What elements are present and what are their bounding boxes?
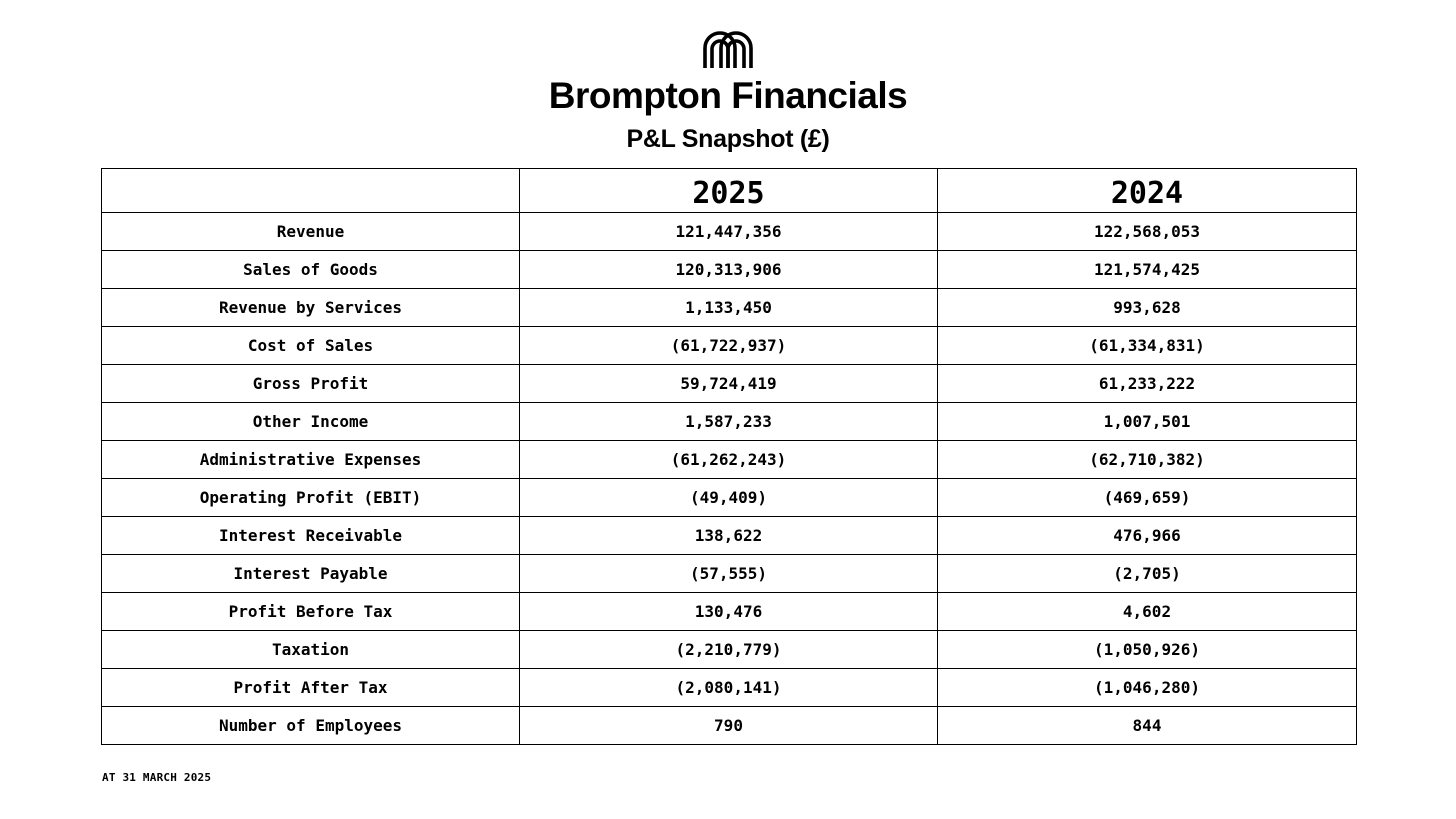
value-2025: 790 (520, 707, 938, 745)
value-2025: 138,622 (520, 517, 938, 555)
table-row (102, 441, 1357, 479)
company-name: Brompton Financials (548, 75, 908, 116)
table-row (102, 669, 1357, 707)
value-2024: (62,710,382) (938, 441, 1357, 479)
column-header-2024: 2024 (938, 169, 1357, 213)
row-label: Profit After Tax (102, 669, 520, 707)
row-label: Gross Profit (102, 365, 520, 403)
row-label: Revenue by Services (102, 289, 520, 327)
as-at-date-note: AT 31 MARCH 2025 (102, 771, 212, 784)
row-label: Revenue (102, 213, 520, 251)
value-2025: (2,210,779) (520, 631, 938, 669)
table-row (102, 555, 1357, 593)
value-2024: 61,233,222 (938, 365, 1357, 403)
value-2025: 120,313,906 (520, 251, 938, 289)
value-2024: (61,334,831) (938, 327, 1357, 365)
table-row (102, 327, 1357, 365)
value-2024: (1,046,280) (938, 669, 1357, 707)
value-2025: (2,080,141) (520, 669, 938, 707)
table-row (102, 631, 1357, 669)
value-2025: 130,476 (520, 593, 938, 631)
pl-table (101, 168, 1357, 745)
value-2025: (57,555) (520, 555, 938, 593)
value-2024: (2,705) (938, 555, 1357, 593)
value-2025: 59,724,419 (520, 365, 938, 403)
table-row (102, 289, 1357, 327)
value-2024: 993,628 (938, 289, 1357, 327)
value-2024: 122,568,053 (938, 213, 1357, 251)
table-header-row (102, 169, 1357, 213)
column-header-2025: 2025 (520, 169, 938, 213)
row-label: Sales of Goods (102, 251, 520, 289)
column-header-label (102, 169, 520, 213)
value-2025: (61,262,243) (520, 441, 938, 479)
row-label: Interest Receivable (102, 517, 520, 555)
table-row (102, 403, 1357, 441)
value-2025: 1,133,450 (520, 289, 938, 327)
report-subtitle: P&L Snapshot (£) (626, 125, 830, 153)
value-2024: (1,050,926) (938, 631, 1357, 669)
row-label: Other Income (102, 403, 520, 441)
row-label: Operating Profit (EBIT) (102, 479, 520, 517)
brompton-logo-icon (702, 30, 754, 68)
value-2025: (61,722,937) (520, 327, 938, 365)
row-label: Profit Before Tax (102, 593, 520, 631)
table-row (102, 365, 1357, 403)
row-label: Cost of Sales (102, 327, 520, 365)
row-label: Number of Employees (102, 707, 520, 745)
table-row (102, 593, 1357, 631)
value-2024: (469,659) (938, 479, 1357, 517)
table-row (102, 213, 1357, 251)
table-row (102, 479, 1357, 517)
value-2024: 4,602 (938, 593, 1357, 631)
table-row (102, 707, 1357, 745)
table-row (102, 517, 1357, 555)
value-2024: 476,966 (938, 517, 1357, 555)
value-2025: 121,447,356 (520, 213, 938, 251)
value-2024: 844 (938, 707, 1357, 745)
value-2024: 1,007,501 (938, 403, 1357, 441)
value-2025: 1,587,233 (520, 403, 938, 441)
table-row (102, 251, 1357, 289)
value-2024: 121,574,425 (938, 251, 1357, 289)
row-label: Administrative Expenses (102, 441, 520, 479)
row-label: Interest Payable (102, 555, 520, 593)
row-label: Taxation (102, 631, 520, 669)
value-2025: (49,409) (520, 479, 938, 517)
